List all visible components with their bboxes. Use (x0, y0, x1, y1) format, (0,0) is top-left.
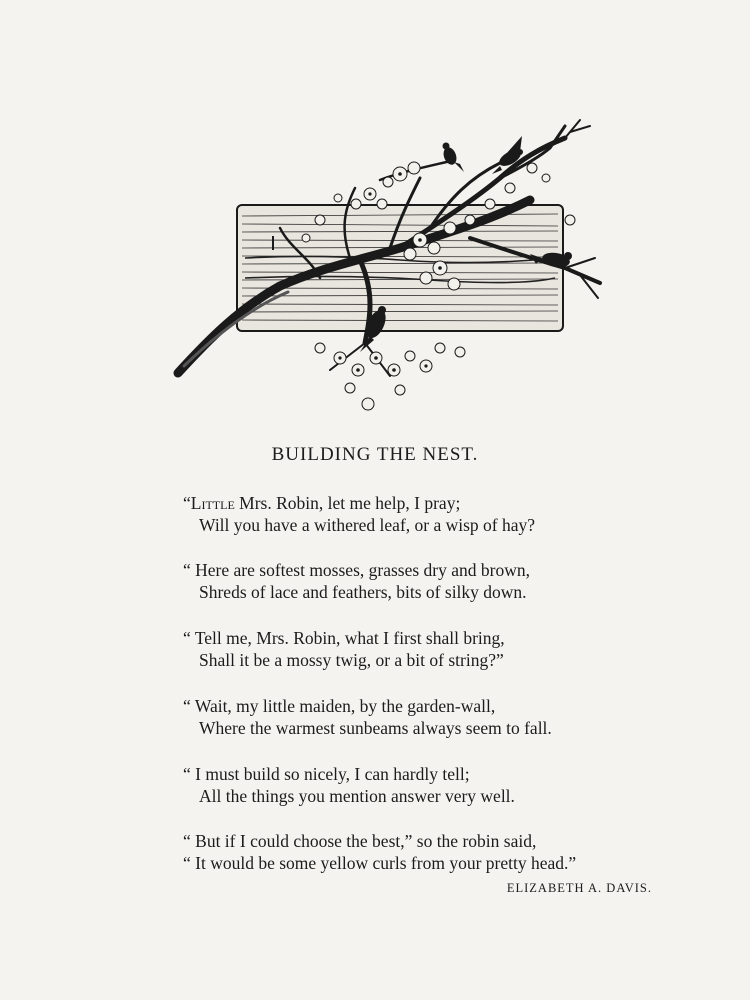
stanza-6 (183, 830, 623, 874)
stanza-2-line-1: “ Here are softest mosses, grasses dry and brown, (183, 560, 530, 580)
stanza-1-line-1: “Little Mrs. Robin, let me help, I pray; (183, 493, 461, 513)
poem-title: BUILDING THE NEST. (271, 444, 479, 465)
stanza-5-line-2: All the things you mention answer very well. (199, 786, 515, 806)
stanza-4-line-2: Where the warmest sunbeams always seem to fall. (199, 718, 552, 738)
stanza-4 (183, 695, 623, 739)
stanza-3-line-1: “ Tell me, Mrs. Robin, what I first shall bring, (183, 628, 505, 648)
stanza-1 (183, 492, 623, 536)
stanza-4-line-1: “ Wait, my little maiden, by the garden-wall, (183, 696, 496, 716)
stanza-3 (183, 627, 623, 671)
stanza-5-line-1: “ I must build so nicely, I can hardly tell; (183, 764, 470, 784)
bird-small-top (441, 143, 464, 173)
stanza-1-line-2: Will you have a withered leaf, or a wisp of hay? (199, 515, 536, 535)
stanza-2 (183, 559, 623, 603)
stanza-3-line-2: Shall it be a mossy twig, or a bit of string?” (199, 650, 504, 670)
stanza-6-line-2: “ It would be some yellow curls from your pretty head.” (183, 853, 577, 873)
stanza-6-line-1: “ But if I could choose the best,” so the robin said, (183, 831, 537, 851)
stanza-5 (183, 763, 623, 807)
branch-birds-illustration (170, 108, 610, 418)
poem-author: ELIZABETH A. DAVIS. (506, 881, 652, 895)
stanza-2-line-2: Shreds of lace and feathers, bits of silky down. (199, 582, 527, 602)
